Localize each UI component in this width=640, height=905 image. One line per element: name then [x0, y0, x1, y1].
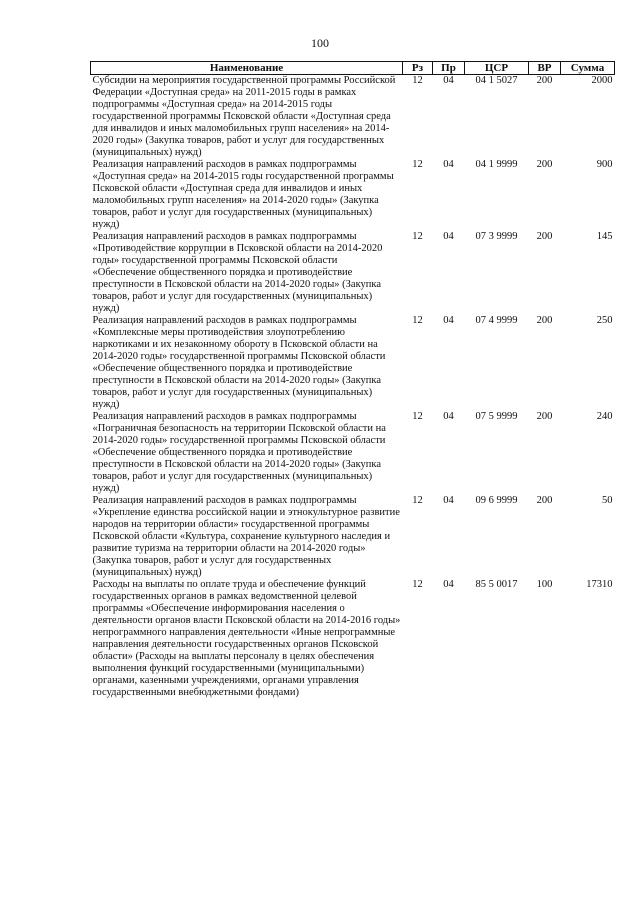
row-csr: 07 5 9999: [475, 411, 518, 422]
row-vr: 200: [536, 315, 553, 326]
table-row: [91, 159, 615, 231]
row-pr: 04: [443, 495, 454, 506]
row-pr: 04: [443, 231, 454, 242]
budget-table: [90, 61, 615, 699]
column-header-name: Наименование: [91, 62, 403, 75]
row-vr: 200: [536, 495, 553, 506]
row-csr: 04 1 9999: [475, 159, 518, 170]
row-sum: 240: [596, 411, 613, 422]
row-name: Расходы на выплаты по оплате труда и обеспечение функций государственных органов в рамках ведомственной целевой программы «Обеспечение информирования населения о деятельности органов власти Псковской области на 2014-2016 годы» непрограммного направления деятельности «Иные непрограммные направления деятельности государственных органов Псковской области» (Расходы на выплаты персоналу в целях обеспечения выполнения функций государственными (муниципальными) органами, казенными учреждениями, органами управления государственными внебюджетными фондами): [92, 579, 401, 698]
row-vr: 200: [536, 159, 553, 170]
table-header-row: [91, 62, 615, 75]
column-header-rz: Рз: [403, 62, 433, 75]
row-rz: 12: [412, 315, 423, 326]
row-pr: 04: [443, 315, 454, 326]
row-rz: 12: [412, 75, 423, 86]
row-name: Реализация направлений расходов в рамках подпрограммы «Доступная среда» на 2014-2015 годы государственной программы Псковской области «Доступная среда для инвалидов и иных маломобильных групп населения» на 2014-2020 годы» (Закупка товаров, работ и услуг для государственных (муниципальных) нужд): [92, 159, 394, 230]
row-csr: 07 4 9999: [475, 315, 518, 326]
row-csr: 04 1 5027: [475, 75, 518, 86]
row-csr: 09 6 9999: [475, 495, 518, 506]
row-pr: 04: [443, 75, 454, 86]
row-name: Реализация направлений расходов в рамках подпрограммы «Укрепление единства российской нации и этнокультурное развитие народов на территории области» государственной программы Псковской области «Культура, сохранение культурного наследия и развитие туризма на территории области на 2014-2020 годы» (Закупка товаров, работ и услуг для государственных (муниципальных) нужд): [92, 495, 400, 578]
row-rz: 12: [412, 231, 423, 242]
row-name: Субсидии на мероприятия государственной программы Российской Федерации «Доступная среда» на 2011-2015 годы в рамках подпрограммы «Доступная среда» на 2014-2015 годы государственной программы Псковской области «Доступная среда для инвалидов и иных маломобильных групп населения» на 2014-2020 годы» (Закупка товаров, работ и услуг для государственных (муниципальных) нужд): [92, 75, 396, 158]
row-csr: 07 3 9999: [475, 231, 518, 242]
row-name: Реализация направлений расходов в рамках подпрограммы «Противодействие коррупции в Псковской области на 2014-2020 годы» государственной программы Псковской области «Обеспечение общественного порядка и противодействие преступности в Псковской области на 2014-2020 годы» (Закупка товаров, работ и услуг для государственных (муниципальных) нужд): [92, 231, 383, 314]
row-pr: 04: [443, 411, 454, 422]
row-vr: 100: [536, 579, 553, 590]
table-row: [91, 75, 615, 160]
row-sum: 250: [596, 315, 613, 326]
row-rz: 12: [412, 495, 423, 506]
row-sum: 2000: [591, 75, 613, 86]
column-header-pr: Пр: [433, 62, 465, 75]
row-sum: 50: [602, 495, 613, 506]
row-sum: 145: [596, 231, 613, 242]
row-vr: 200: [536, 411, 553, 422]
row-name: Реализация направлений расходов в рамках подпрограммы «Комплексные меры противодействия злоупотреблению наркотиками и их незаконному обороту в Псковской области на 2014-2020 годы» государственной программы Псковской области «Обеспечение общественного порядка и противодействие преступности в Псковской области на 2014-2020 годы» (Закупка товаров, работ и услуг для государственных (муниципальных) нужд): [92, 315, 386, 410]
table-row: [91, 579, 615, 699]
table-row: [91, 315, 615, 411]
row-rz: 12: [412, 411, 423, 422]
page-number: 100: [311, 36, 329, 50]
row-pr: 04: [443, 159, 454, 170]
row-rz: 12: [412, 159, 423, 170]
row-name: Реализация направлений расходов в рамках подпрограммы «Пограничная безопасность на территории Псковской области на 2014-2020 годы» государственной программы Псковской области «Обеспечение общественного порядка и противодействие преступности в Псковской области на 2014-2020 годы» (Закупка товаров, работ и услуг для государственных (муниципальных) нужд): [92, 411, 386, 494]
table-row: [91, 495, 615, 579]
row-pr: 04: [443, 579, 454, 590]
column-header-sum: Сумма: [561, 62, 615, 75]
column-header-vr: ВР: [529, 62, 561, 75]
row-sum: 900: [596, 159, 613, 170]
table-row: [91, 411, 615, 495]
row-vr: 200: [536, 231, 553, 242]
table-row: [91, 231, 615, 315]
row-csr: 85 5 0017: [475, 579, 518, 590]
row-sum: 17310: [586, 579, 613, 590]
row-vr: 200: [536, 75, 553, 86]
column-header-csr: ЦСР: [465, 62, 529, 75]
row-rz: 12: [412, 579, 423, 590]
